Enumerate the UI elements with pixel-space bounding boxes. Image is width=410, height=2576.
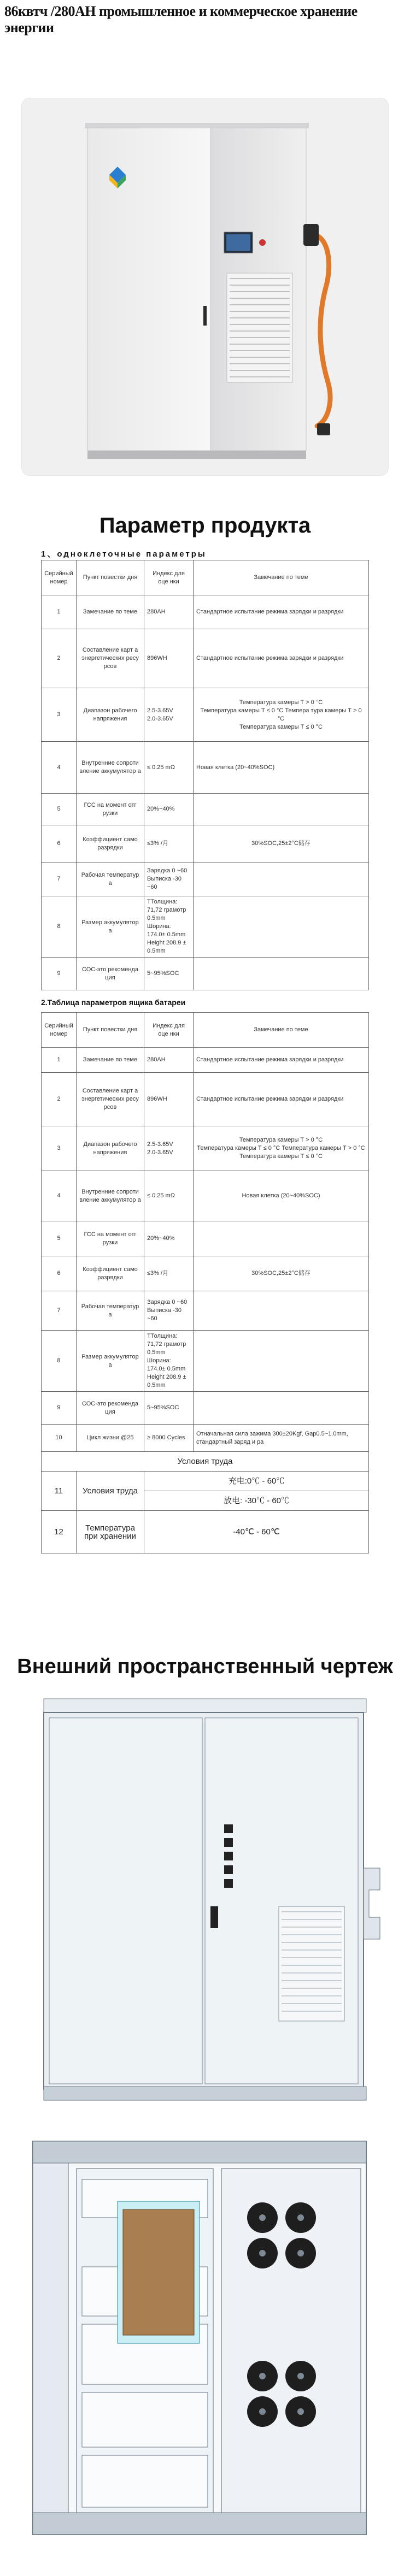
table-cell: 放电: -30℃ - 60℃: [144, 1491, 369, 1511]
drawing-closed-cabinet: [22, 1693, 388, 2103]
table-cell: Стандартное испытание режима зарядки и разрядки: [194, 1048, 369, 1073]
table-cell: ≤3% /月: [144, 1256, 194, 1291]
table-cell: Стандартное испытание режима зарядки и разрядки: [194, 629, 369, 688]
table-row: [42, 958, 369, 990]
table-cell: Зарядка 0 ~60 Выписка -30 ~60: [144, 862, 194, 896]
table-cell: [194, 862, 369, 896]
table-cell: Условия труда: [42, 1452, 369, 1472]
param-heading: Параметр продукта: [99, 513, 311, 537]
table-row: [42, 825, 369, 862]
open-cabinet-drawing: [22, 2136, 388, 2545]
table-cell: Стандартное испытание режима зарядки и разрядки: [194, 1073, 369, 1126]
table-cell: 896WH: [144, 629, 194, 688]
table-cell: Замечание по теме: [77, 595, 144, 629]
table-cell: ТТолщина: 71,72 грамотр 0.5mm Шорина: 174.0± 0.5mm Height 208.9 ± 0.5mm: [144, 896, 194, 958]
table-cell: 4: [42, 1171, 77, 1221]
table-cell: Зарядка 0 ~60 Выписка -30 ~60: [144, 1291, 194, 1331]
table-cell: Размер аккумулятор а: [77, 896, 144, 958]
table-cell: 280AH: [144, 1048, 194, 1073]
page-title: 86квтч /280AH промышленное и коммерческое хранение энергии: [4, 3, 358, 36]
table-cell: Температура при хранении: [77, 1511, 144, 1553]
table-cell: 5: [42, 1221, 77, 1256]
table-row: [42, 1073, 369, 1126]
table-cell: Отначальная сила зажима 300±20Kgf, Gap0.5~1.0mm, стандартный заряд и ра: [194, 1425, 369, 1452]
table-cell: Внутренние сопроти вление аккумулятор а: [77, 742, 144, 794]
table-cell: 3: [42, 1126, 77, 1171]
table-cell: 30%SOC,25±2°C储存: [194, 825, 369, 862]
table-cell: Условия труда: [77, 1472, 144, 1511]
closed-cabinet-drawing: [22, 1693, 388, 2103]
table-cell: 5~95%SOC: [144, 958, 194, 990]
table-cell: Составление карт а энергетических ресу рсов: [77, 629, 144, 688]
product-photo: [22, 98, 388, 475]
drawing-heading: Внешний пространственный чертеж: [17, 1655, 393, 1678]
table-cell: Температура камеры Т > 0 °C Температура камеры Т ≤ 0 °C Темпера тура камеры Т > 0 °C Температура камеры Т ≤ 0 °C: [194, 688, 369, 742]
table-row: [42, 742, 369, 794]
table-cell: 10: [42, 1425, 77, 1452]
table-cell: 6: [42, 1256, 77, 1291]
table-cell: СОС-это рекоменда ция: [77, 958, 144, 990]
table1-header-cell: Пункт повестки дня: [77, 560, 144, 595]
table-cell: ГСС на момент отг рузки: [77, 1221, 144, 1256]
table-row: [42, 1291, 369, 1331]
table-cell: [194, 1331, 369, 1392]
title-bar: [0, 0, 410, 36]
table1-title: 1、одноклеточные параметры: [41, 550, 207, 559]
table1-header-row: [42, 560, 369, 595]
table1-header-cell: Серийный номер: [42, 560, 77, 595]
table-cell: 5: [42, 794, 77, 825]
table-cell: СОС-это рекоменда ция: [77, 1392, 144, 1425]
cabinet-illustration: [22, 98, 388, 475]
table-cell: 4: [42, 742, 77, 794]
drawing-open-cabinet: [22, 2136, 388, 2545]
table1: [41, 560, 369, 990]
table-cell: Рабочая температур а: [77, 1291, 144, 1331]
table-cell: Коэффициент само разрядки: [77, 1256, 144, 1291]
table-cell: Цикл жизни @25: [77, 1425, 144, 1452]
table-cell: 8: [42, 896, 77, 958]
table-row: [42, 1171, 369, 1221]
table-cell: ≤ 0.25 mΩ: [144, 742, 194, 794]
table-cell: Размер аккумулятор а: [77, 1331, 144, 1392]
table-row: [42, 1425, 369, 1452]
table-cell: 30%SOC,25±2°C储存: [194, 1256, 369, 1291]
table-cell: 2.5-3.65V 2.0-3.65V: [144, 1126, 194, 1171]
table-row: [42, 1452, 369, 1472]
table-cell: 2: [42, 1073, 77, 1126]
table-cell: 5~95%SOC: [144, 1392, 194, 1425]
table-row: [42, 1221, 369, 1256]
table-cell: 1: [42, 1048, 77, 1073]
table-cell: 11: [42, 1472, 77, 1511]
table-cell: 1: [42, 595, 77, 629]
table-cell: Рабочая температур а: [77, 862, 144, 896]
table-row: [42, 688, 369, 742]
table-cell: [194, 896, 369, 958]
table2-header-cell: Пункт повестки дня: [77, 1013, 144, 1048]
table-cell: 20%~40%: [144, 794, 194, 825]
table-cell: [194, 958, 369, 990]
table-cell: Коэффициент само разрядки: [77, 825, 144, 862]
table-cell: 7: [42, 862, 77, 896]
table2-header-row: [42, 1013, 369, 1048]
table-cell: Диапазон рабочего напряжения: [77, 1126, 144, 1171]
table-cell: [194, 1221, 369, 1256]
table-cell: 9: [42, 958, 77, 990]
table-row: [42, 1048, 369, 1073]
table1-header-cell: Замечание по теме: [194, 560, 369, 595]
table-cell: 280AH: [144, 595, 194, 629]
table-cell: Новая клетка (20~40%SOC): [194, 1171, 369, 1221]
table-row: [42, 1511, 369, 1553]
table-cell: [194, 1392, 369, 1425]
table-cell: 8: [42, 1331, 77, 1392]
table-row: [42, 1256, 369, 1291]
table2-header-cell: Индекс для оце нки: [144, 1013, 194, 1048]
table-cell: ≤3% /月: [144, 825, 194, 862]
table-cell: ТТолщина: 71,72 грамотр 0.5mm Шорина: 174.0± 0.5mm Height 208.9 ± 0.5mm: [144, 1331, 194, 1392]
table-cell: 充电:0℃ - 60℃: [144, 1472, 369, 1491]
table1-header-cell: Индекс для оце нки: [144, 560, 194, 595]
table-cell: 896WH: [144, 1073, 194, 1126]
table-cell: [194, 794, 369, 825]
table-cell: Температура камеры Т > 0 °C Температура камеры Т ≤ 0 °C Температура камеры Т > 0 °C Температура камеры Т ≤ 0 °C: [194, 1126, 369, 1171]
table-row: [42, 1126, 369, 1171]
table-cell: Внутренние сопроти вление аккумулятор а: [77, 1171, 144, 1221]
table-cell: Новая клетка (20~40%SOC): [194, 742, 369, 794]
table-row: [42, 794, 369, 825]
table-cell: Составление карт а энергетических ресу рсов: [77, 1073, 144, 1126]
table-cell: 3: [42, 688, 77, 742]
table-cell: Стандартное испытание режима зарядки и разрядки: [194, 595, 369, 629]
table-row: [42, 896, 369, 958]
table2-title: 2.Таблица параметров ящика батареи: [41, 998, 186, 1007]
table-row: [42, 1392, 369, 1425]
table-cell: Диапазон рабочего напряжения: [77, 688, 144, 742]
table-cell: ≥ 8000 Cycles: [144, 1425, 194, 1452]
table-cell: 2: [42, 629, 77, 688]
table2-header-cell: Замечание по теме: [194, 1013, 369, 1048]
table-cell: 20%~40%: [144, 1221, 194, 1256]
table-row: [42, 1472, 369, 1491]
table-cell: -40℃ - 60℃: [144, 1511, 369, 1553]
table-row: [42, 862, 369, 896]
table-row: [42, 595, 369, 629]
table-cell: 9: [42, 1392, 77, 1425]
table2-header-cell: Серийный номер: [42, 1013, 77, 1048]
table-row: [42, 629, 369, 688]
table-row: [42, 1331, 369, 1392]
table-cell: 12: [42, 1511, 77, 1553]
table-cell: 2.5-3.65V 2.0-3.65V: [144, 688, 194, 742]
table-cell: ≤ 0.25 mΩ: [144, 1171, 194, 1221]
table2: [41, 1012, 369, 1553]
table-cell: 7: [42, 1291, 77, 1331]
table-cell: 6: [42, 825, 77, 862]
table-cell: ГСС на момент отг рузки: [77, 794, 144, 825]
table-cell: [194, 1291, 369, 1331]
table-cell: Замечание по теме: [77, 1048, 144, 1073]
